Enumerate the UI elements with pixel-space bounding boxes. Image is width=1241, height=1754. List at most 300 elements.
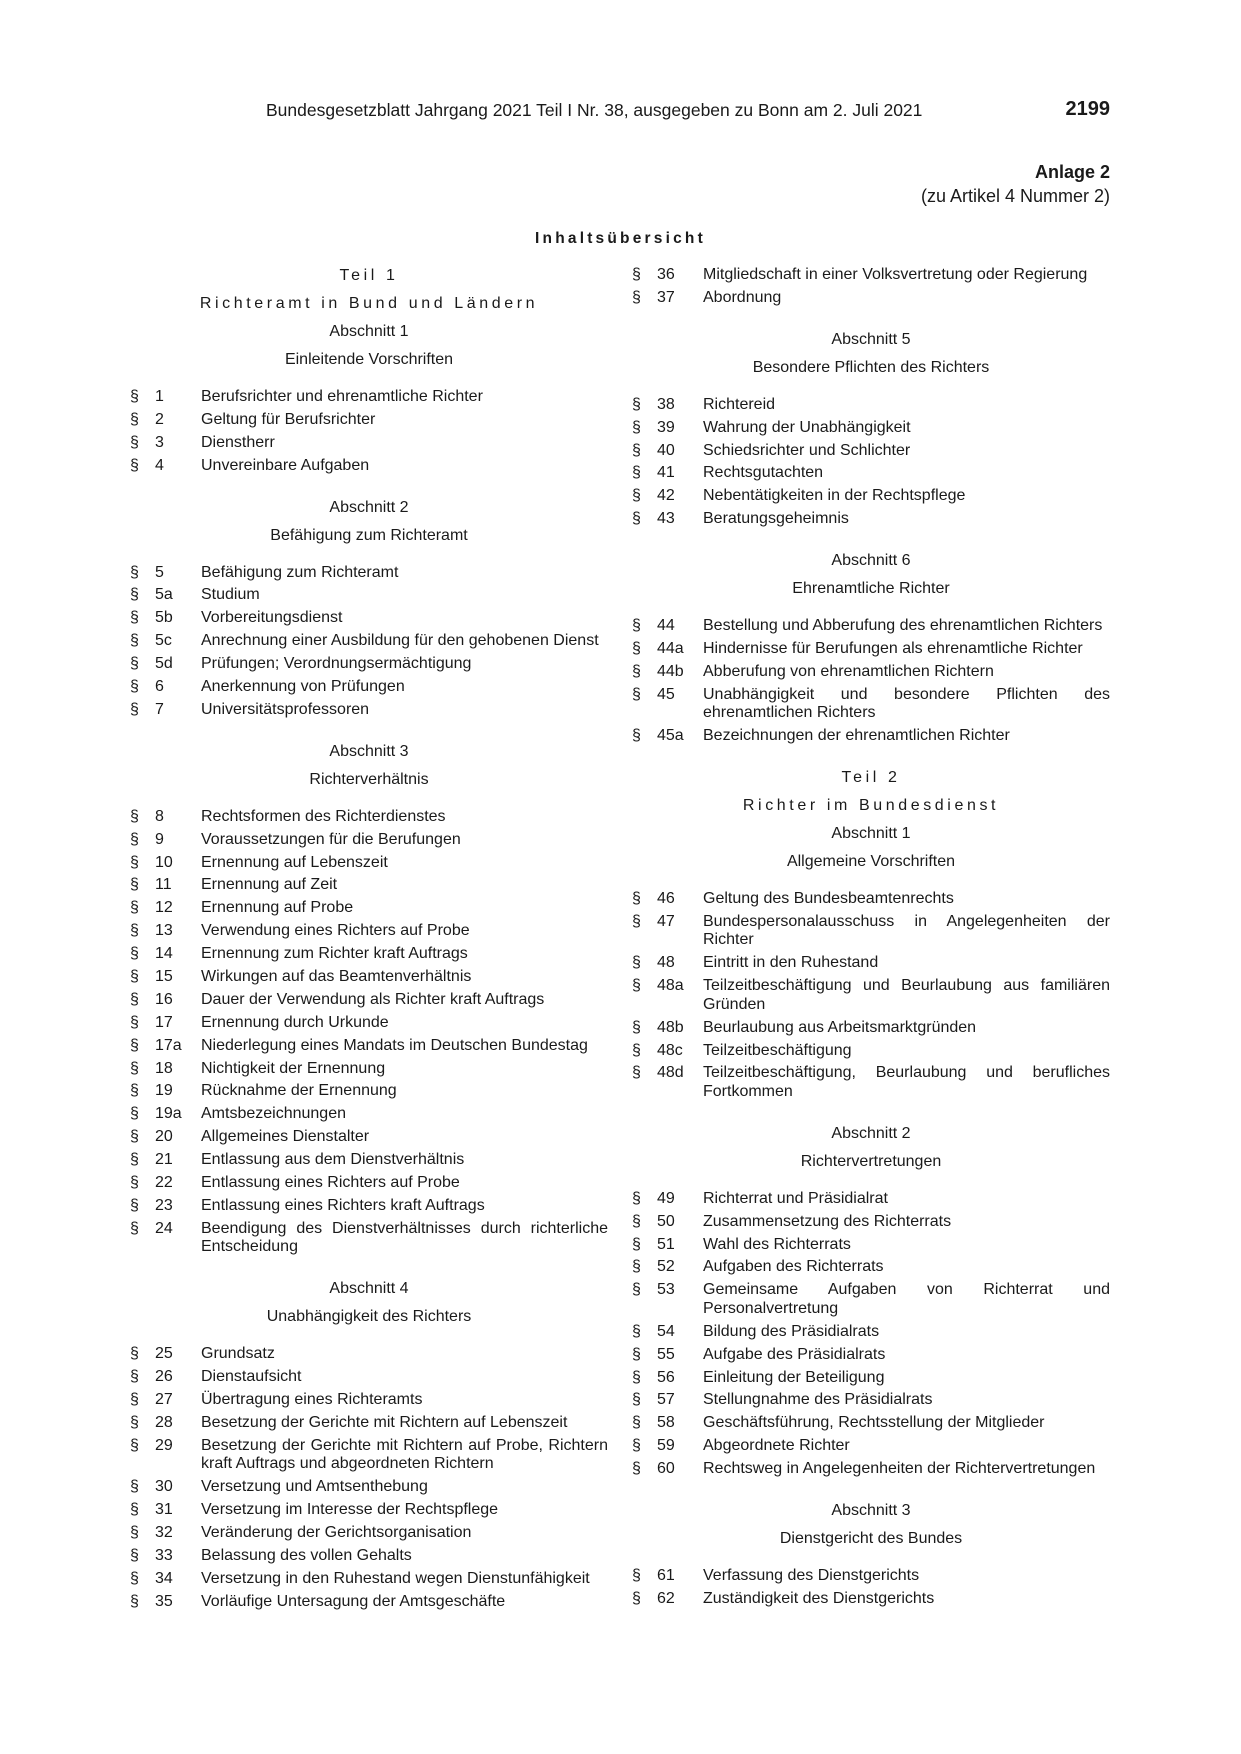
toc-entry (130, 609, 608, 628)
toc-entry (632, 1042, 1110, 1061)
section-number: 60 (657, 1460, 675, 1478)
paragraph-symbol: § (130, 632, 139, 650)
section-number: 5 (155, 563, 164, 581)
section-title: Dienstgericht des Bundes (779, 1530, 963, 1547)
paragraph-symbol: § (130, 1013, 139, 1031)
section-label: Abschnitt 3 (329, 742, 409, 760)
journal-title: Bundesgesetzblatt Jahrgang 2021 Teil I Nr. 38, ausgegeben zu Bonn am 2. Juli 2021 (266, 100, 923, 120)
section-number: 39 (657, 418, 675, 436)
paragraph-symbol: § (632, 1189, 641, 1207)
section-label: Abschnitt 2 (329, 498, 409, 516)
section-number: 8 (155, 807, 164, 825)
annex-label (921, 160, 1110, 208)
toc-entry (632, 419, 1110, 438)
paragraph-symbol: § (632, 685, 641, 703)
paragraph-symbol: § (130, 655, 139, 673)
paragraph-symbol: § (130, 1546, 139, 1564)
paragraph-symbol: § (632, 1414, 641, 1432)
entry-list (632, 890, 1110, 1101)
paragraph-symbol: § (130, 1523, 139, 1541)
toc-entry (632, 954, 1110, 973)
paragraph-symbol: § (130, 1174, 139, 1192)
section-number: 16 (155, 990, 173, 1008)
page-header (130, 100, 1110, 126)
section-heading: Grundsatz (201, 1345, 275, 1363)
paragraph-symbol: § (130, 807, 139, 825)
toc-entry (632, 1019, 1110, 1038)
section-number: 3 (155, 433, 164, 451)
paragraph-symbol: § (130, 1219, 139, 1237)
section-title: Allgemeine Vorschriften (786, 853, 956, 871)
paragraph-symbol: § (632, 266, 641, 283)
section-number: 30 (155, 1478, 173, 1496)
section-number: 41 (657, 464, 675, 482)
section-heading: Abgeordnete Richter (703, 1437, 850, 1455)
paragraph-symbol: § (632, 1345, 641, 1363)
section-number: 61 (657, 1567, 675, 1584)
section-heading: Nichtigkeit der Ernennung (201, 1059, 386, 1077)
section-heading: Stellungnahme des Präsidialrats (703, 1391, 933, 1409)
annex-title: Anlage 2 (1034, 162, 1110, 182)
section-heading: Aufgaben des Richterrats (703, 1258, 884, 1276)
paragraph-symbol: § (130, 388, 139, 405)
section-heading: Allgemeines Dienstalter (201, 1128, 370, 1146)
section-number: 19 (155, 1082, 173, 1100)
toc-entry (130, 655, 608, 674)
section-label: Abschnitt 1 (329, 323, 409, 340)
section-number: 24 (155, 1219, 173, 1237)
entry-list (130, 808, 608, 1257)
section-heading: Geltung für Berufsrichter (201, 410, 376, 428)
section-title: Befähigung zum Richteramt (270, 526, 468, 544)
section-number: 34 (155, 1569, 173, 1587)
paragraph-symbol: § (632, 1235, 641, 1253)
section-heading: Entlassung aus dem Dienstverhältnis (201, 1151, 465, 1169)
toc-left-column (130, 266, 608, 1616)
section-title: Richtervertretungen (800, 1152, 942, 1170)
paragraph-symbol: § (130, 945, 139, 963)
section-heading: Einleitung der Beteiligung (703, 1368, 885, 1386)
paragraph-symbol: § (632, 418, 641, 436)
section-heading: Berufsrichter und ehrenamtliche Richter (201, 388, 483, 405)
toc-entry (130, 1345, 608, 1364)
paragraph-symbol: § (632, 464, 641, 482)
section-heading: Ernennung auf Lebenszeit (201, 853, 388, 871)
section-number: 45 (657, 685, 675, 703)
paragraph-symbol: § (130, 563, 139, 581)
section-number: 56 (657, 1368, 675, 1386)
toc-entry (130, 1478, 608, 1497)
section-heading: Rechtsgutachten (703, 464, 824, 482)
section-heading: Rücknahme der Ernennung (201, 1082, 397, 1100)
toc-entry (632, 510, 1110, 529)
section-number: 27 (155, 1391, 173, 1408)
toc-entry (130, 1501, 608, 1520)
paragraph-symbol: § (632, 1064, 641, 1082)
paragraph-symbol: § (632, 510, 641, 528)
toc-entry (130, 1570, 608, 1589)
paragraph-symbol: § (632, 912, 641, 930)
section-number: 26 (155, 1368, 173, 1386)
toc-entry (632, 640, 1110, 659)
section-heading: Vorbereitungsdienst (201, 609, 343, 627)
toc-entry (632, 977, 1110, 1014)
entry-list (130, 1345, 608, 1611)
paragraph-symbol: § (130, 1345, 139, 1363)
entry-list (632, 1190, 1110, 1479)
section-heading: Hindernisse für Berufungen als ehrenamtliche Richter (703, 640, 1083, 658)
paragraph-symbol: § (632, 395, 641, 413)
section-heading: Rechtsweg in Angelegenheiten der Richtervertretungen (703, 1460, 1096, 1478)
toc-entry (632, 727, 1110, 746)
toc-entry (130, 922, 608, 941)
section-number: 43 (657, 510, 675, 528)
paragraph-symbol: § (632, 1391, 641, 1409)
section-number: 23 (155, 1196, 173, 1214)
section-heading: Übertragung eines Richteramts (201, 1391, 423, 1408)
section-number: 33 (155, 1546, 173, 1564)
section-heading: Abordnung (703, 288, 782, 306)
toc-entry (632, 1460, 1110, 1479)
section-number: 51 (657, 1235, 675, 1253)
toc-entry (130, 1105, 608, 1124)
paragraph-symbol: § (632, 954, 641, 972)
section-number: 48b (657, 1018, 684, 1036)
section-number: 53 (657, 1281, 675, 1299)
section-number: 45a (657, 727, 684, 745)
section-number: 11 (155, 876, 172, 894)
paragraph-symbol: § (632, 1018, 641, 1036)
toc-entry (632, 487, 1110, 506)
section-heading: Besetzung der Gerichte mit Richtern auf Probe, Richtern kraft Auftrags und abgeordneten Richtern (201, 1436, 608, 1473)
section-heading: Bundespersonalausschuss in Angelegenheiten der Richter (703, 912, 1110, 949)
paragraph-symbol: § (130, 410, 139, 428)
section-number: 59 (657, 1437, 675, 1455)
toc-entry (632, 1323, 1110, 1342)
section-label: Abschnitt 6 (831, 552, 911, 570)
section-number: 42 (657, 487, 675, 505)
entry-list (632, 396, 1110, 529)
toc-entry (130, 457, 608, 476)
section-title: Besondere Pflichten des Richters (752, 358, 990, 376)
toc-entry (130, 411, 608, 430)
section-heading: Ernennung zum Richter kraft Auftrags (201, 945, 468, 963)
paragraph-symbol: § (632, 977, 641, 995)
paragraph-symbol: § (130, 456, 139, 474)
section-heading: Verwendung eines Richters auf Probe (201, 922, 470, 940)
toc-entry (130, 1220, 608, 1257)
paragraph-symbol: § (632, 441, 641, 459)
section-heading: Prüfungen; Verordnungsermächtigung (201, 655, 472, 673)
section-number: 48a (657, 977, 684, 995)
toc-entry (632, 686, 1110, 723)
section-heading: Ernennung auf Probe (201, 899, 354, 917)
section-number: 48c (657, 1041, 683, 1059)
section-heading: Teilzeitbeschäftigung, Beurlaubung und berufliches Fortkommen (703, 1064, 1110, 1100)
section-heading: Belassung des vollen Gehalts (201, 1546, 412, 1564)
paragraph-symbol: § (130, 876, 139, 894)
paragraph-symbol: § (130, 830, 139, 848)
toc-entry (632, 1213, 1110, 1232)
toc-entry (632, 1190, 1110, 1209)
section-heading: Anrechnung einer Ausbildung für den gehobenen Dienst (201, 632, 599, 650)
section-number: 6 (155, 678, 164, 696)
section-heading: Zuständigkeit des Dienstgerichts (703, 1589, 935, 1607)
toc-entry (632, 266, 1110, 285)
paragraph-symbol: § (130, 609, 139, 627)
toc-entry (130, 1174, 608, 1193)
section-number: 28 (155, 1413, 173, 1431)
toc-entry (130, 1197, 608, 1216)
section-title: Richterverhältnis (309, 770, 429, 788)
section-heading: Gemeinsame Aufgaben von Richterrat und Personalvertretung (703, 1281, 1110, 1317)
section-heading: Beratungsgeheimnis (703, 510, 849, 528)
section-label: Abschnitt 1 (831, 825, 911, 843)
section-label: Abschnitt 4 (329, 1280, 409, 1298)
section-heading: Amtsbezeichnungen (201, 1105, 346, 1123)
paragraph-symbol: § (130, 1036, 139, 1054)
toc-entry (130, 1547, 608, 1566)
paragraph-symbol: § (632, 662, 641, 680)
section-number: 5d (155, 655, 173, 673)
section-number: 4 (155, 456, 164, 474)
paragraph-symbol: § (130, 899, 139, 917)
paragraph-symbol: § (130, 853, 139, 871)
section-heading: Niederlegung eines Mandats im Deutschen Bundestag (201, 1036, 588, 1054)
section-number: 9 (155, 830, 164, 848)
section-heading: Bezeichnungen der ehrenamtlichen Richter (703, 727, 1010, 745)
section-heading: Befähigung zum Richteramt (201, 563, 399, 581)
paragraph-symbol: § (632, 1212, 641, 1230)
toc-entry (130, 1524, 608, 1543)
section-heading: Unvereinbare Aufgaben (201, 456, 370, 474)
paragraph-symbol: § (130, 968, 139, 986)
section-heading: Wahrung der Unabhängigkeit (703, 418, 911, 436)
paragraph-symbol: § (130, 1151, 139, 1169)
paragraph-symbol: § (632, 487, 641, 505)
section-number: 44a (657, 640, 684, 658)
paragraph-symbol: § (130, 678, 139, 696)
section-heading: Wahl des Richterrats (703, 1235, 851, 1253)
section-number: 1 (155, 388, 164, 405)
section-number: 22 (155, 1174, 173, 1192)
toc-entry (632, 617, 1110, 636)
toc-entry (130, 1437, 608, 1474)
paragraph-symbol: § (130, 1196, 139, 1214)
section-number: 54 (657, 1322, 675, 1340)
section-label: Abschnitt 3 (831, 1502, 911, 1519)
toc-entry (632, 1281, 1110, 1318)
paragraph-symbol: § (130, 1592, 139, 1610)
toc-entry (130, 899, 608, 918)
section-heading: Geltung des Bundesbeamtenrechts (703, 890, 954, 908)
section-heading: Mitgliedschaft in einer Volksvertretung oder Regierung (703, 266, 1088, 283)
section-heading: Nebentätigkeiten in der Rechtspflege (703, 487, 966, 505)
section-number: 14 (155, 945, 173, 963)
paragraph-symbol: § (632, 1589, 641, 1607)
toc-entry (130, 876, 608, 895)
toc-entry (632, 1437, 1110, 1456)
toc-entry (632, 1346, 1110, 1365)
section-number: 50 (657, 1212, 675, 1230)
paragraph-symbol: § (130, 433, 139, 451)
section-heading: Versetzung im Interesse der Rechtspflege (201, 1501, 499, 1519)
toc-right-column (632, 266, 1110, 1613)
toc-entry (130, 1014, 608, 1033)
toc-entry (632, 1567, 1110, 1586)
section-number: 46 (657, 890, 675, 908)
toc-entry (632, 464, 1110, 483)
section-number: 40 (657, 441, 675, 459)
section-heading: Entlassung eines Richters auf Probe (201, 1174, 460, 1192)
part-title: Richteramt in Bund und Ländern (199, 295, 539, 312)
toc-entry (130, 1128, 608, 1147)
toc-entry (632, 663, 1110, 682)
section-heading: Ernennung auf Zeit (201, 876, 338, 894)
section-number: 10 (155, 853, 173, 871)
paragraph-symbol: § (130, 1413, 139, 1431)
section-heading: Teilzeitbeschäftigung und Beurlaubung aus familiären Gründen (703, 977, 1110, 1013)
section-number: 58 (657, 1414, 675, 1432)
section-number: 38 (657, 395, 675, 413)
section-heading: Geschäftsführung, Rechtsstellung der Mitglieder (703, 1414, 1045, 1432)
toc-entry (632, 1391, 1110, 1410)
toc-entry (130, 701, 608, 720)
toc-entry (130, 434, 608, 453)
paragraph-symbol: § (632, 727, 641, 745)
section-heading: Unabhängigkeit und besondere Pflichten des ehrenamtlichen Richters (703, 685, 1110, 722)
section-number: 57 (657, 1391, 675, 1409)
section-heading: Richtereid (703, 395, 776, 413)
paragraph-symbol: § (632, 1567, 641, 1584)
section-number: 44b (657, 662, 684, 680)
toc-entry (130, 388, 608, 407)
toc-entry (632, 442, 1110, 461)
section-heading: Zusammensetzung des Richterrats (703, 1212, 952, 1230)
entry-list (130, 388, 608, 475)
part-label: Teil 1 (339, 267, 399, 284)
part-label: Teil 2 (841, 769, 901, 787)
section-number: 31 (155, 1501, 173, 1519)
section-heading: Voraussetzungen für die Berufungen (201, 830, 461, 848)
section-number: 25 (155, 1345, 173, 1363)
paragraph-symbol: § (632, 1437, 641, 1455)
toc-entry (130, 991, 608, 1010)
paragraph-symbol: § (130, 1478, 139, 1496)
toc-entry (130, 1368, 608, 1387)
section-heading: Dienstherr (201, 433, 275, 451)
paragraph-symbol: § (632, 1258, 641, 1276)
paragraph-symbol: § (632, 1460, 641, 1478)
toc-entry (632, 1369, 1110, 1388)
section-heading: Beurlaubung aus Arbeitsmarktgründen (703, 1018, 977, 1036)
toc-entry (632, 1064, 1110, 1101)
paragraph-symbol: § (130, 1105, 139, 1123)
toc-entry (130, 564, 608, 583)
section-label: Abschnitt 5 (831, 330, 911, 348)
section-number: 37 (657, 288, 675, 306)
section-number: 7 (155, 700, 164, 718)
section-number: 13 (155, 922, 173, 940)
paragraph-symbol: § (130, 990, 139, 1008)
section-heading: Bestellung und Abberufung des ehrenamtlichen Richters (703, 617, 1103, 635)
section-heading: Anerkennung von Prüfungen (201, 678, 405, 696)
toc-entry (130, 854, 608, 873)
toc-entry (130, 586, 608, 605)
paragraph-symbol: § (130, 1368, 139, 1386)
section-heading: Dauer der Verwendung als Richter kraft Auftrags (201, 990, 545, 1008)
entry-list (130, 564, 608, 720)
paragraph-symbol: § (130, 586, 139, 604)
section-heading: Studium (201, 586, 260, 604)
section-number: 55 (657, 1345, 675, 1363)
section-number: 17a (155, 1036, 182, 1054)
paragraph-symbol: § (130, 1501, 139, 1519)
section-number: 29 (155, 1436, 173, 1454)
section-number: 2 (155, 410, 164, 428)
toc-entry (632, 1236, 1110, 1255)
section-heading: Ernennung durch Urkunde (201, 1013, 389, 1031)
section-heading: Aufgabe des Präsidialrats (703, 1345, 886, 1363)
toc-entry (130, 968, 608, 987)
section-number: 52 (657, 1258, 675, 1276)
toc-entry (130, 945, 608, 964)
section-heading: Abberufung von ehrenamtlichen Richtern (703, 662, 994, 680)
section-number: 17 (155, 1013, 173, 1031)
paragraph-symbol: § (632, 1041, 641, 1059)
section-number: 35 (155, 1592, 173, 1610)
paragraph-symbol: § (130, 922, 139, 940)
toc-entry (632, 1590, 1110, 1609)
section-number: 5a (155, 586, 173, 604)
section-heading: Richterrat und Präsidialrat (703, 1189, 888, 1207)
toc-title: Inhaltsübersicht (535, 230, 706, 247)
page-number: 2199 (1065, 98, 1110, 120)
section-heading: Rechtsformen des Richterdienstes (201, 807, 446, 825)
section-heading: Versetzung und Amtsenthebung (201, 1478, 428, 1496)
section-heading: Vorläufige Untersagung der Amtsgeschäfte (201, 1592, 506, 1610)
toc-entry (632, 1258, 1110, 1277)
section-number: 19a (155, 1105, 182, 1123)
paragraph-symbol: § (632, 288, 641, 306)
toc-entry (130, 1593, 608, 1612)
section-title: Einleitende Vorschriften (284, 351, 454, 368)
toc-entry (130, 831, 608, 850)
section-number: 12 (155, 899, 173, 917)
section-heading: Wirkungen auf das Beamtenverhältnis (201, 968, 472, 986)
toc-entry (130, 1151, 608, 1170)
section-heading: Beendigung des Dienstverhältnisses durch richterliche Entscheidung (201, 1219, 608, 1256)
paragraph-symbol: § (632, 890, 641, 908)
toc-entry (632, 890, 1110, 909)
paragraph-symbol: § (130, 1436, 139, 1454)
section-title: Ehrenamtliche Richter (792, 580, 950, 598)
paragraph-symbol: § (632, 1322, 641, 1340)
section-number: 49 (657, 1189, 675, 1207)
section-title: Unabhängigkeit des Richters (266, 1308, 472, 1326)
section-heading: Schiedsrichter und Schlichter (703, 441, 911, 459)
toc-entry (632, 1414, 1110, 1433)
entry-list (632, 617, 1110, 746)
section-heading: Universitätsprofessoren (201, 700, 370, 718)
section-heading: Versetzung in den Ruhestand wegen Dienstunfähigkeit (201, 1569, 590, 1587)
paragraph-symbol: § (130, 1391, 139, 1408)
section-heading: Veränderung der Gerichtsorganisation (201, 1523, 472, 1541)
paragraph-symbol: § (130, 1082, 139, 1100)
toc-entry (130, 1082, 608, 1101)
toc-entry (130, 808, 608, 827)
paragraph-symbol: § (632, 617, 641, 635)
